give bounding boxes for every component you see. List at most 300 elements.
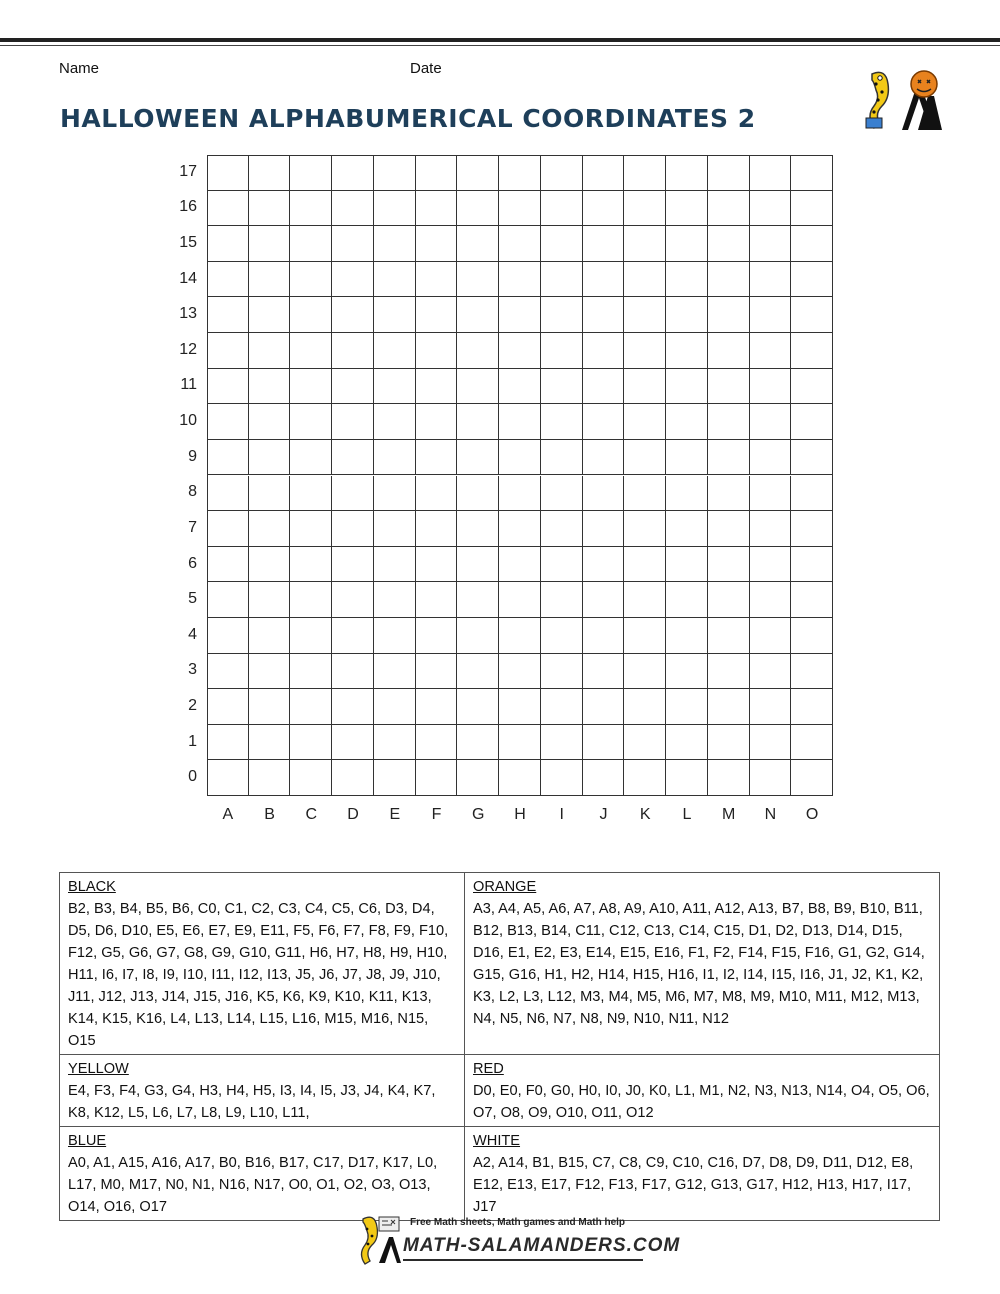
grid-cell-N11[interactable] <box>750 369 792 405</box>
grid-cell-A8[interactable] <box>207 476 249 512</box>
grid-cell-G10[interactable] <box>457 404 499 440</box>
date-label: Date <box>410 60 442 77</box>
grid-cell-O17[interactable] <box>791 155 833 191</box>
grid-cell-L3[interactable] <box>666 654 708 690</box>
grid-cell-L0[interactable] <box>666 760 708 796</box>
grid-cell-O8[interactable] <box>791 476 833 512</box>
y-axis-label: 9 <box>188 447 197 465</box>
footer-tagline: Free Math sheets, Math games and Math help <box>410 1217 626 1228</box>
grid-cell-L9[interactable] <box>666 440 708 476</box>
grid-cell-N5[interactable] <box>750 582 792 618</box>
grid-cell-F15[interactable] <box>416 226 458 262</box>
grid-cell-G5[interactable] <box>457 582 499 618</box>
grid-cell-I10[interactable] <box>541 404 583 440</box>
grid-cell-H1[interactable] <box>499 725 541 761</box>
grid-cell-G16[interactable] <box>457 191 499 227</box>
y-axis-label: 2 <box>188 696 197 714</box>
grid-cell-C11[interactable] <box>290 369 332 405</box>
grid-cell-K15[interactable] <box>624 226 666 262</box>
grid-cell-K17[interactable] <box>624 155 666 191</box>
grid-cell-E17[interactable] <box>374 155 416 191</box>
grid-cell-J2[interactable] <box>583 689 625 725</box>
grid-cell-C10[interactable] <box>290 404 332 440</box>
grid-cell-B17[interactable] <box>249 155 291 191</box>
grid-cell-C6[interactable] <box>290 547 332 583</box>
grid-cell-N13[interactable] <box>750 297 792 333</box>
grid-cell-C17[interactable] <box>290 155 332 191</box>
grid-cell-E7[interactable] <box>374 511 416 547</box>
grid-cell-I14[interactable] <box>541 262 583 298</box>
grid-cell-I3[interactable] <box>541 654 583 690</box>
grid-cell-J5[interactable] <box>583 582 625 618</box>
grid-cell-M7[interactable] <box>708 511 750 547</box>
grid-cell-N10[interactable] <box>750 404 792 440</box>
grid-cell-E3[interactable] <box>374 654 416 690</box>
grid-cell-H6[interactable] <box>499 547 541 583</box>
grid-cell-H14[interactable] <box>499 262 541 298</box>
grid-cell-G7[interactable] <box>457 511 499 547</box>
color-name: BLACK <box>68 879 116 895</box>
grid-cell-A3[interactable] <box>207 654 249 690</box>
grid-cell-A9[interactable] <box>207 440 249 476</box>
grid-cell-H10[interactable] <box>499 404 541 440</box>
grid-cell-I8[interactable] <box>541 476 583 512</box>
grid-cell-M1[interactable] <box>708 725 750 761</box>
grid-cell-F2[interactable] <box>416 689 458 725</box>
grid-cell-N6[interactable] <box>750 547 792 583</box>
grid-cell-M14[interactable] <box>708 262 750 298</box>
grid-cell-O12[interactable] <box>791 333 833 369</box>
grid-cell-H2[interactable] <box>499 689 541 725</box>
grid-cell-O16[interactable] <box>791 191 833 227</box>
grid-cell-O1[interactable] <box>791 725 833 761</box>
grid-cell-H13[interactable] <box>499 297 541 333</box>
grid-cell-O7[interactable] <box>791 511 833 547</box>
grid-cell-C2[interactable] <box>290 689 332 725</box>
color-cells: A3, A4, A5, A6, A7, A8, A9, A10, A11, A12, A13, B7, B8, B9, B10, B11, B12, B13, B14, C11, C12, C13, C14, C15, D1, D2, D13, D14, D15, D16, E1, E2, E3, E14, E15, E16, F1, F2, F14, F15, F16, G1, G2, G14, G15, G16, H1, H2, H14, H15, H16, I1, I2, I14, I15, I16, J1, J2, K1, K2, K3, L2, L3, L12, M3, M4, M5, M6, M7, M8, M9, M10, M11, M12, M13, N4, N5, N6, N7, N8, N9, N10, N11, N12 <box>473 901 925 1027</box>
color-cells: A2, A14, B1, B15, C7, C8, C9, C10, C16, D7, D8, D9, D11, D12, E8, E12, E13, E17, F12, F13, F17, G12, G13, G17, H12, H13, H17, I17, J17 <box>473 1155 914 1215</box>
grid-cell-A13[interactable] <box>207 297 249 333</box>
grid-cell-K14[interactable] <box>624 262 666 298</box>
grid-cell-A10[interactable] <box>207 404 249 440</box>
grid-cell-F3[interactable] <box>416 654 458 690</box>
grid-cell-M5[interactable] <box>708 582 750 618</box>
grid-cell-A7[interactable] <box>207 511 249 547</box>
grid-cell-A0[interactable] <box>207 760 249 796</box>
grid-cell-J7[interactable] <box>583 511 625 547</box>
grid-cell-D17[interactable] <box>332 155 374 191</box>
grid-cell-F14[interactable] <box>416 262 458 298</box>
color-name: YELLOW <box>68 1061 129 1077</box>
grid-cell-I4[interactable] <box>541 618 583 654</box>
grid-cell-B6[interactable] <box>249 547 291 583</box>
grid-cell-I16[interactable] <box>541 191 583 227</box>
grid-cell-N12[interactable] <box>750 333 792 369</box>
grid-cell-F10[interactable] <box>416 404 458 440</box>
grid-cell-J1[interactable] <box>583 725 625 761</box>
grid-cell-B16[interactable] <box>249 191 291 227</box>
grid-cell-M11[interactable] <box>708 369 750 405</box>
grid-cell-E8[interactable] <box>374 476 416 512</box>
grid-cell-L8[interactable] <box>666 476 708 512</box>
grid-cell-M0[interactable] <box>708 760 750 796</box>
grid-cell-O15[interactable] <box>791 226 833 262</box>
grid-cell-C13[interactable] <box>290 297 332 333</box>
grid-cell-B2[interactable] <box>249 689 291 725</box>
grid-cell-F17[interactable] <box>416 155 458 191</box>
grid-cell-B5[interactable] <box>249 582 291 618</box>
grid-cell-K5[interactable] <box>624 582 666 618</box>
grid-cell-F13[interactable] <box>416 297 458 333</box>
grid-cell-J10[interactable] <box>583 404 625 440</box>
y-axis-label: 6 <box>188 554 197 572</box>
grid-cell-B1[interactable] <box>249 725 291 761</box>
grid-cell-B7[interactable] <box>249 511 291 547</box>
grid-cell-A16[interactable] <box>207 191 249 227</box>
grid-cell-N1[interactable] <box>750 725 792 761</box>
grid-cell-B14[interactable] <box>249 262 291 298</box>
grid-cell-B4[interactable] <box>249 618 291 654</box>
grid-cell-N17[interactable] <box>750 155 792 191</box>
grid-cell-G0[interactable] <box>457 760 499 796</box>
grid-cell-G13[interactable] <box>457 297 499 333</box>
grid-cell-E9[interactable] <box>374 440 416 476</box>
grid-cell-M12[interactable] <box>708 333 750 369</box>
x-axis-label: G <box>472 806 485 823</box>
grid-cell-J16[interactable] <box>583 191 625 227</box>
grid-cell-E5[interactable] <box>374 582 416 618</box>
grid-cell-J17[interactable] <box>583 155 625 191</box>
grid-cell-M16[interactable] <box>708 191 750 227</box>
grid-cell-H8[interactable] <box>499 476 541 512</box>
grid-cell-O2[interactable] <box>791 689 833 725</box>
grid-cell-I13[interactable] <box>541 297 583 333</box>
grid-cell-M2[interactable] <box>708 689 750 725</box>
grid-cell-J13[interactable] <box>583 297 625 333</box>
grid-cell-F12[interactable] <box>416 333 458 369</box>
grid-cell-D11[interactable] <box>332 369 374 405</box>
grid-cell-M13[interactable] <box>708 297 750 333</box>
grid-cell-K11[interactable] <box>624 369 666 405</box>
grid-cell-B3[interactable] <box>249 654 291 690</box>
grid-cell-A12[interactable] <box>207 333 249 369</box>
y-axis-label: 4 <box>188 625 197 643</box>
grid-cell-C16[interactable] <box>290 191 332 227</box>
grid-cell-K7[interactable] <box>624 511 666 547</box>
grid-cell-E11[interactable] <box>374 369 416 405</box>
grid-cell-A17[interactable] <box>207 155 249 191</box>
grid-cell-L4[interactable] <box>666 618 708 654</box>
grid-cell-J14[interactable] <box>583 262 625 298</box>
grid-cell-C8[interactable] <box>290 476 332 512</box>
color-key-table <box>59 872 940 1221</box>
grid-cell-A1[interactable] <box>207 725 249 761</box>
grid-cell-G17[interactable] <box>457 155 499 191</box>
grid-cell-G14[interactable] <box>457 262 499 298</box>
grid-cell-H4[interactable] <box>499 618 541 654</box>
grid-cell-I11[interactable] <box>541 369 583 405</box>
y-axis-label: 12 <box>179 340 197 358</box>
grid-cell-F0[interactable] <box>416 760 458 796</box>
x-axis-label: A <box>222 806 234 823</box>
grid-cell-M17[interactable] <box>708 155 750 191</box>
grid-cell-M15[interactable] <box>708 226 750 262</box>
grid-cell-H3[interactable] <box>499 654 541 690</box>
grid-cell-A6[interactable] <box>207 547 249 583</box>
grid-cell-J0[interactable] <box>583 760 625 796</box>
grid-cell-G8[interactable] <box>457 476 499 512</box>
grid-cell-E6[interactable] <box>374 547 416 583</box>
key-cell-red <box>465 1055 940 1127</box>
grid-cell-H12[interactable] <box>499 333 541 369</box>
grid-cell-G12[interactable] <box>457 333 499 369</box>
grid-cell-M10[interactable] <box>708 404 750 440</box>
grid-cell-J4[interactable] <box>583 618 625 654</box>
key-cell-white <box>465 1127 940 1221</box>
grid-cell-O6[interactable] <box>791 547 833 583</box>
grid-cell-D12[interactable] <box>332 333 374 369</box>
grid-cell-K0[interactable] <box>624 760 666 796</box>
grid-cell-C12[interactable] <box>290 333 332 369</box>
grid-cell-L5[interactable] <box>666 582 708 618</box>
grid-cell-J11[interactable] <box>583 369 625 405</box>
grid-cell-K10[interactable] <box>624 404 666 440</box>
grid-cell-G3[interactable] <box>457 654 499 690</box>
grid-cell-K6[interactable] <box>624 547 666 583</box>
footer <box>355 1213 681 1265</box>
grid-cell-D15[interactable] <box>332 226 374 262</box>
grid-cell-D9[interactable] <box>332 440 374 476</box>
grid-cell-N4[interactable] <box>750 618 792 654</box>
grid-cell-F8[interactable] <box>416 476 458 512</box>
grid-cell-M3[interactable] <box>708 654 750 690</box>
y-axis-label: 11 <box>180 376 197 394</box>
grid-cell-J8[interactable] <box>583 476 625 512</box>
grid-cell-M6[interactable] <box>708 547 750 583</box>
grid-cell-A2[interactable] <box>207 689 249 725</box>
grid-cell-G9[interactable] <box>457 440 499 476</box>
y-axis-label: 15 <box>179 234 197 252</box>
grid-cell-D0[interactable] <box>332 760 374 796</box>
grid-cell-C5[interactable] <box>290 582 332 618</box>
grid-cell-I7[interactable] <box>541 511 583 547</box>
grid-cell-H15[interactable] <box>499 226 541 262</box>
grid-cell-K4[interactable] <box>624 618 666 654</box>
grid-cell-I5[interactable] <box>541 582 583 618</box>
grid-cell-E13[interactable] <box>374 297 416 333</box>
grid-cell-E12[interactable] <box>374 333 416 369</box>
grid-cell-B10[interactable] <box>249 404 291 440</box>
grid-cell-N15[interactable] <box>750 226 792 262</box>
grid-cell-G2[interactable] <box>457 689 499 725</box>
grid-cell-F1[interactable] <box>416 725 458 761</box>
grid-cell-L12[interactable] <box>666 333 708 369</box>
grid-cell-I1[interactable] <box>541 725 583 761</box>
grid-cell-K1[interactable] <box>624 725 666 761</box>
footer-site-link[interactable]: MATH-SALAMANDERS.COM <box>403 1235 681 1256</box>
grid-cell-H0[interactable] <box>499 760 541 796</box>
grid-cell-B12[interactable] <box>249 333 291 369</box>
grid-cell-E0[interactable] <box>374 760 416 796</box>
grid-cell-L11[interactable] <box>666 369 708 405</box>
grid-cell-F11[interactable] <box>416 369 458 405</box>
grid-cell-O10[interactable] <box>791 404 833 440</box>
grid-cell-D16[interactable] <box>332 191 374 227</box>
grid-cell-E1[interactable] <box>374 725 416 761</box>
grid-cell-J12[interactable] <box>583 333 625 369</box>
grid-cell-O5[interactable] <box>791 582 833 618</box>
grid-cell-C7[interactable] <box>290 511 332 547</box>
grid-cell-G6[interactable] <box>457 547 499 583</box>
grid-cell-L17[interactable] <box>666 155 708 191</box>
grid-cell-N9[interactable] <box>750 440 792 476</box>
grid-cell-A5[interactable] <box>207 582 249 618</box>
grid-cell-L10[interactable] <box>666 404 708 440</box>
x-axis-label: H <box>514 806 526 823</box>
grid-cell-M4[interactable] <box>708 618 750 654</box>
grid-cell-D13[interactable] <box>332 297 374 333</box>
y-axis-label: 5 <box>188 590 197 608</box>
grid-cell-K13[interactable] <box>624 297 666 333</box>
grid-cell-I12[interactable] <box>541 333 583 369</box>
grid-cell-L16[interactable] <box>666 191 708 227</box>
grid-cell-I9[interactable] <box>541 440 583 476</box>
grid-cell-K2[interactable] <box>624 689 666 725</box>
grid-cell-O11[interactable] <box>791 369 833 405</box>
grid-cell-M8[interactable] <box>708 476 750 512</box>
grid-cell-H17[interactable] <box>499 155 541 191</box>
x-axis-label: I <box>559 806 564 823</box>
grid-cell-M9[interactable] <box>708 440 750 476</box>
grid-cell-N0[interactable] <box>750 760 792 796</box>
y-axis-label: 3 <box>188 661 197 679</box>
grid-cell-F5[interactable] <box>416 582 458 618</box>
grid-cell-H11[interactable] <box>499 369 541 405</box>
grid-cell-H5[interactable] <box>499 582 541 618</box>
key-cell-yellow <box>60 1055 465 1127</box>
grid-cell-J9[interactable] <box>583 440 625 476</box>
grid-cell-I2[interactable] <box>541 689 583 725</box>
grid-cell-B9[interactable] <box>249 440 291 476</box>
grid-cell-O0[interactable] <box>791 760 833 796</box>
grid-cell-L14[interactable] <box>666 262 708 298</box>
grid-cell-C4[interactable] <box>290 618 332 654</box>
grid-cell-L2[interactable] <box>666 689 708 725</box>
grid-cell-K9[interactable] <box>624 440 666 476</box>
grid-cell-A4[interactable] <box>207 618 249 654</box>
grid-cell-L15[interactable] <box>666 226 708 262</box>
grid-cell-H7[interactable] <box>499 511 541 547</box>
grid-cell-C0[interactable] <box>290 760 332 796</box>
grid-cell-D8[interactable] <box>332 476 374 512</box>
grid-cell-H16[interactable] <box>499 191 541 227</box>
x-axis-label: L <box>682 806 692 823</box>
grid-cell-H9[interactable] <box>499 440 541 476</box>
grid-cell-F16[interactable] <box>416 191 458 227</box>
grid-cell-F4[interactable] <box>416 618 458 654</box>
grid-cell-B11[interactable] <box>249 369 291 405</box>
grid-cell-L13[interactable] <box>666 297 708 333</box>
grid-cell-D1[interactable] <box>332 725 374 761</box>
grid-cell-O9[interactable] <box>791 440 833 476</box>
grid-cell-C14[interactable] <box>290 262 332 298</box>
grid-cell-G1[interactable] <box>457 725 499 761</box>
grid-cell-D5[interactable] <box>332 582 374 618</box>
grid-cell-D3[interactable] <box>332 654 374 690</box>
grid-cell-F9[interactable] <box>416 440 458 476</box>
grid-cell-O4[interactable] <box>791 618 833 654</box>
grid-cell-I17[interactable] <box>541 155 583 191</box>
grid-cell-N8[interactable] <box>750 476 792 512</box>
grid-cell-I15[interactable] <box>541 226 583 262</box>
grid-cell-G11[interactable] <box>457 369 499 405</box>
grid-cell-K12[interactable] <box>624 333 666 369</box>
grid-cell-O13[interactable] <box>791 297 833 333</box>
grid-cell-K16[interactable] <box>624 191 666 227</box>
grid-cell-L1[interactable] <box>666 725 708 761</box>
grid-cell-J6[interactable] <box>583 547 625 583</box>
grid-cell-K3[interactable] <box>624 654 666 690</box>
grid-cell-G4[interactable] <box>457 618 499 654</box>
grid-cell-I6[interactable] <box>541 547 583 583</box>
grid-cell-F6[interactable] <box>416 547 458 583</box>
grid-cell-I0[interactable] <box>541 760 583 796</box>
grid-cell-B15[interactable] <box>249 226 291 262</box>
grid-cell-L7[interactable] <box>666 511 708 547</box>
grid-cell-E10[interactable] <box>374 404 416 440</box>
y-axis-label: 7 <box>188 518 197 536</box>
grid-cell-E2[interactable] <box>374 689 416 725</box>
grid-cell-C15[interactable] <box>290 226 332 262</box>
grid-cell-K8[interactable] <box>624 476 666 512</box>
x-axis-label: O <box>805 806 819 823</box>
grid-cell-D7[interactable] <box>332 511 374 547</box>
grid-cell-J3[interactable] <box>583 654 625 690</box>
grid-cell-E16[interactable] <box>374 191 416 227</box>
color-cells: D0, E0, F0, G0, H0, I0, J0, K0, L1, M1, N2, N3, N13, N14, O4, O5, O6, O7, O8, O9, O10, O11, O12 <box>473 1083 930 1121</box>
grid-cell-D4[interactable] <box>332 618 374 654</box>
grid-cell-C1[interactable] <box>290 725 332 761</box>
grid-cell-N2[interactable] <box>750 689 792 725</box>
grid-cell-E15[interactable] <box>374 226 416 262</box>
grid-cell-O3[interactable] <box>791 654 833 690</box>
grid-cell-N16[interactable] <box>750 191 792 227</box>
grid-cell-E4[interactable] <box>374 618 416 654</box>
grid-cell-C9[interactable] <box>290 440 332 476</box>
grid-cell-N14[interactable] <box>750 262 792 298</box>
grid-cell-N3[interactable] <box>750 654 792 690</box>
grid-cell-D10[interactable] <box>332 404 374 440</box>
grid-cell-J15[interactable] <box>583 226 625 262</box>
grid-cell-N7[interactable] <box>750 511 792 547</box>
grid-cell-E14[interactable] <box>374 262 416 298</box>
grid-cell-B8[interactable] <box>249 476 291 512</box>
grid-cell-L6[interactable] <box>666 547 708 583</box>
grid-cell-O14[interactable] <box>791 262 833 298</box>
grid-cell-C3[interactable] <box>290 654 332 690</box>
grid-cell-A15[interactable] <box>207 226 249 262</box>
grid-cell-D6[interactable] <box>332 547 374 583</box>
grid-cell-A14[interactable] <box>207 262 249 298</box>
grid-cell-A11[interactable] <box>207 369 249 405</box>
grid-cell-G15[interactable] <box>457 226 499 262</box>
grid-cell-D2[interactable] <box>332 689 374 725</box>
grid-cell-B0[interactable] <box>249 760 291 796</box>
grid-cell-D14[interactable] <box>332 262 374 298</box>
grid-cell-B13[interactable] <box>249 297 291 333</box>
grid-cell-F7[interactable] <box>416 511 458 547</box>
name-label: Name <box>59 60 100 77</box>
